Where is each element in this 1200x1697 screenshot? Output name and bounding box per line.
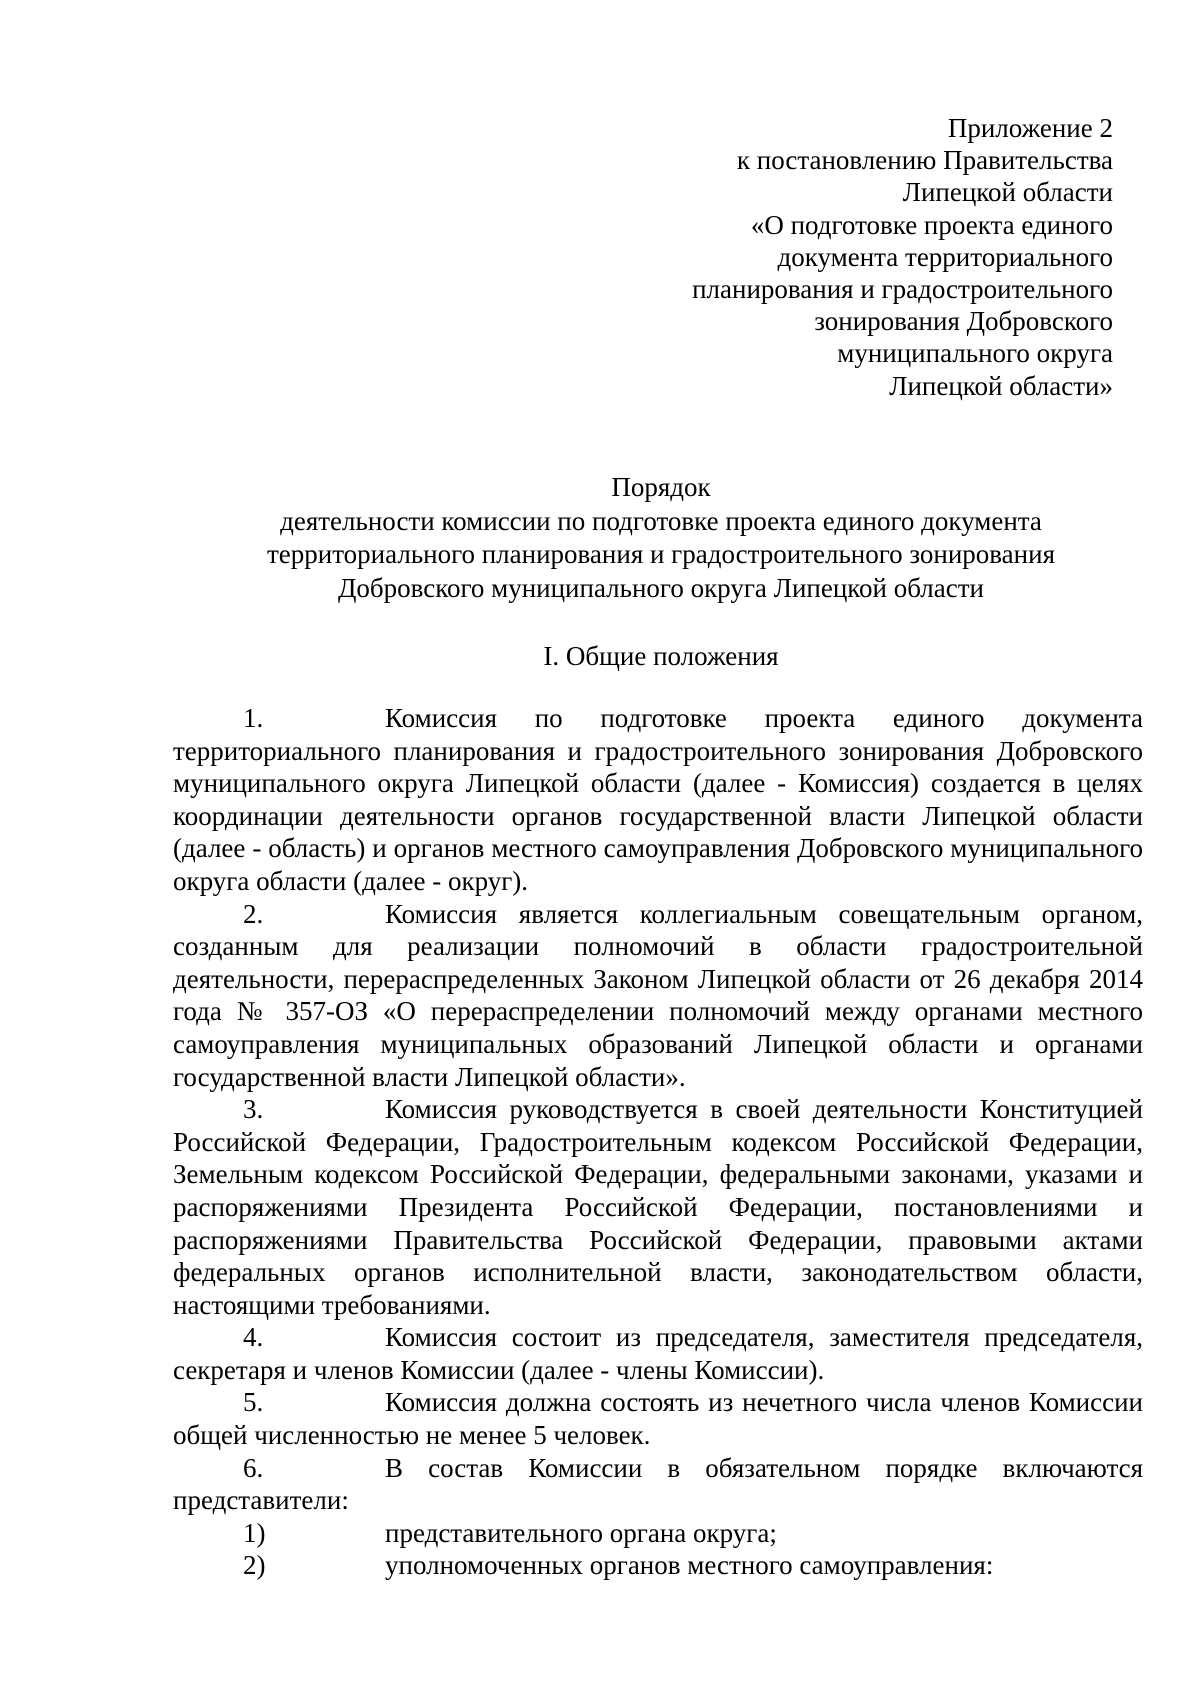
appendix-line: «О подготовке проекта единого — [750, 209, 1113, 240]
appendix-line: муниципального округа — [837, 338, 1113, 369]
appendix-line: Приложение 2 — [947, 113, 1113, 143]
paragraph-number: 2. — [243, 898, 264, 929]
paragraph-text: В состав Комиссии в обязательном порядке включаются представители: — [173, 1452, 1143, 1516]
paragraph-text: Комиссия руководствуется в своей деятельности Конституцией Российской Федерации, Градостроительным кодексом Российской Федерации, Земельным кодексом Российской Федерации, федеральными законами, указами и распоряжениями Президента Российской Федерации, постановлениями и распоряжениями Правительства Российской Федерации, правовыми актами федеральных органов исполнительной власти, законодательством области, настоящими требованиями. — [173, 1094, 1143, 1320]
appendix-line: к постановлению Правительства — [736, 145, 1113, 176]
list-item-number: 1) — [243, 1517, 266, 1548]
section-heading: I. Общие положения — [543, 641, 779, 671]
list-item-text: представительного органа округа; — [385, 1517, 777, 1548]
paragraph-5 — [173, 1386, 1143, 1451]
appendix-line: планирования и градостроительного — [692, 274, 1113, 305]
title-line: Порядок — [611, 472, 711, 502]
paragraph-number: 6. — [243, 1452, 264, 1483]
document-title — [0, 471, 1200, 605]
appendix-line: зонирования Добровского — [814, 306, 1113, 337]
list-item-number: 2) — [243, 1550, 266, 1581]
paragraph-1 — [173, 702, 1143, 898]
appendix-line: Липецкой области — [902, 177, 1113, 208]
document-body — [173, 702, 1143, 1582]
appendix-header — [692, 112, 1113, 402]
paragraph-number: 4. — [243, 1322, 264, 1353]
list-item-text: уполномоченных органов местного самоуправления: — [385, 1550, 994, 1581]
paragraph-number: 3. — [243, 1094, 264, 1125]
paragraph-text: Комиссия по подготовке проекта единого документа территориального планирования и градостроительного зонирования Добровского муниципального округа Липецкой области (далее - Комиссия) создается в целях координации деятельности органов государственной власти Липецкой области (далее - область) и органов местного самоуправления Добровского муниципального округа области (далее - округ). — [173, 703, 1143, 896]
paragraph-text: Комиссия является коллегиальным совещательным органом, созданным для реализации полномочий в области градостроительной деятельности, перераспределенных Законом Липецкой области от 26 декабря 2014 года № 357-ОЗ «О перераспределении полномочий между органами местного самоуправления муниципальных образований Липецкой области и органами государственной власти Липецкой области». — [173, 898, 1143, 1092]
paragraph-text: Комиссия должна состоять из нечетного числа членов Комиссии общей численностью не менее 5 человек. — [173, 1387, 1143, 1451]
paragraph-3 — [173, 1093, 1143, 1321]
paragraph-number: 1. — [243, 703, 264, 733]
title-line: территориального планирования и градостроительного зонирования — [267, 539, 1055, 569]
paragraph-text: Комиссия состоит из председателя, заместителя председателя, секретаря и членов Комиссии (далее - члены Комиссии). — [173, 1322, 1143, 1385]
list-item — [173, 1517, 1143, 1550]
paragraph-4 — [173, 1321, 1143, 1386]
appendix-line: документа территориального — [777, 241, 1113, 272]
title-line: деятельности комиссии по подготовке проекта единого документа — [280, 505, 1042, 536]
paragraph-6 — [173, 1452, 1143, 1517]
list-item — [173, 1549, 1143, 1582]
appendix-line: Липецкой области» — [889, 370, 1113, 401]
paragraph-number: 5. — [243, 1387, 264, 1418]
title-line: Добровского муниципального округа Липецкой области — [338, 572, 984, 603]
paragraph-2 — [173, 898, 1143, 1094]
